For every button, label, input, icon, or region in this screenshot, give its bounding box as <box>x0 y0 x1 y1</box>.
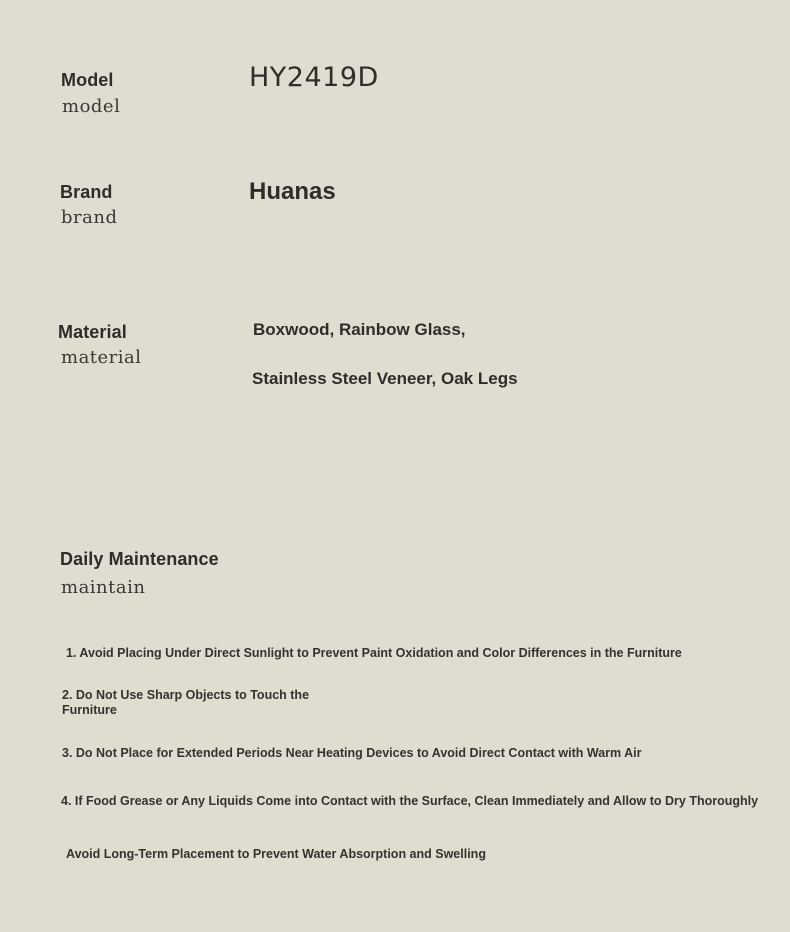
maintenance-tip-2: 2. Do Not Use Sharp Objects to Touch the Furniture <box>62 688 310 717</box>
model-sublabel: model <box>62 96 121 117</box>
brand-label: Brand <box>60 182 113 202</box>
material-value-line1: Boxwood, Rainbow Glass, <box>253 320 466 339</box>
maintenance-tip-3: 3. Do Not Place for Extended Periods Near Heating Devices to Avoid Direct Contact with Warm Air <box>62 746 642 760</box>
maintenance-tip-5: Avoid Long-Term Placement to Prevent Water Absorption and Swelling <box>66 847 486 861</box>
material-sublabel: material <box>61 347 142 368</box>
maintenance-tip-1: 1. Avoid Placing Under Direct Sunlight to Prevent Paint Oxidation and Color Differences in the Furniture <box>66 646 682 660</box>
brand-value: Huanas <box>249 178 336 205</box>
material-label: Material <box>58 322 127 342</box>
maintenance-label: Daily Maintenance <box>60 549 219 569</box>
model-value: HY2419D <box>249 62 379 93</box>
maintenance-tip-4: 4. If Food Grease or Any Liquids Come into Contact with the Surface, Clean Immediately and Allow to Dry Thoroughly <box>61 794 759 808</box>
material-value-line2: Stainless Steel Veneer, Oak Legs <box>252 369 518 388</box>
maintenance-sublabel: maintain <box>61 577 146 598</box>
model-label: Model <box>61 70 114 90</box>
brand-sublabel: brand <box>61 207 118 228</box>
